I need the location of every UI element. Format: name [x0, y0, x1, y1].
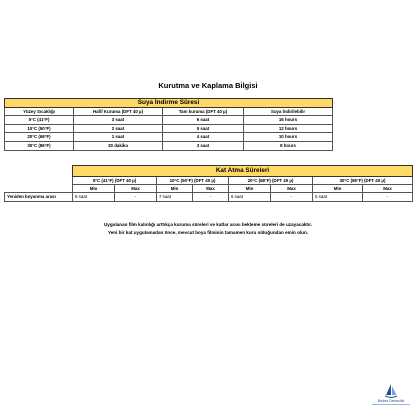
table-cell: 10 hours [244, 133, 333, 142]
temperature-cell: 10°C (50°F) [5, 124, 74, 133]
recoat-table-title: Kat Atma Süreleri [73, 166, 413, 177]
table-row [5, 124, 333, 133]
table-cell: 1 saat [74, 133, 163, 142]
temperature-cell: 30°C (86°F) [5, 141, 74, 150]
table-cell: - [363, 193, 413, 201]
recoat-interval-table [4, 165, 413, 202]
table-cell: 2 saat [74, 124, 163, 133]
max-header: Max [363, 185, 413, 193]
temperature-header: 5°C (41°F) (DFT 40 µ) [73, 177, 157, 185]
table-cell: - [271, 193, 313, 201]
table-row [5, 116, 333, 125]
table-cell: 7 saat [157, 193, 193, 201]
temperature-cell: 20°C (68°F) [5, 133, 74, 142]
temperature-header: 10°C (50°F) (DFT 40 µ) [157, 177, 229, 185]
brand-logo [372, 384, 410, 408]
min-header: Min [229, 185, 271, 193]
max-header: Max [115, 185, 157, 193]
logo-underline [372, 404, 410, 405]
page-title: Kurutma ve Kaplama Bilgisi [158, 81, 258, 90]
table-cell: 8 saat [73, 193, 115, 201]
table-cell: 5 saat [313, 193, 363, 201]
min-header: Min [157, 185, 193, 193]
temperature-header-row [5, 177, 413, 185]
row-label: Yeniden boyanma arası [5, 193, 73, 201]
temperature-header: 20°C (68°F) (DFT 40 µ) [229, 177, 313, 185]
temperature-cell: 5°C (41°F) [5, 116, 74, 125]
max-header: Max [193, 185, 229, 193]
column-header: Suya İndirilebilir [244, 107, 333, 116]
drying-table-header-row [5, 107, 333, 116]
table-cell: 5 saat [163, 124, 244, 133]
table-cell: 8 hours [244, 141, 333, 150]
temperature-header: 30°C (86°F) (DFT 40 µ) [313, 177, 413, 185]
table-cell: 12 hours [244, 124, 333, 133]
table-cell: - [193, 193, 229, 201]
column-header: Hafif Kuruma (DFT 40 µ) [74, 107, 163, 116]
sailboat-icon [385, 384, 397, 399]
table-cell: 4 saat [163, 133, 244, 142]
min-header: Min [313, 185, 363, 193]
drying-time-table [4, 98, 333, 151]
table-cell: 30 dakika [74, 141, 163, 150]
table-row [5, 193, 413, 201]
note-dry-before-recoat: Yeni bir kat uygulamadan önce, mevcut boya filminin tamamen kuru olduğundan emin olun. [107, 230, 309, 235]
logo-text: Boden Denizcilik [377, 399, 405, 403]
table-cell: 6 saat [163, 116, 244, 125]
min-max-header-row [5, 185, 413, 193]
table-cell: - [115, 193, 157, 201]
table-row [5, 133, 333, 142]
max-header: Max [271, 185, 313, 193]
min-header: Min [73, 185, 115, 193]
column-header: Tam kuruma (DFT 40 µ) [163, 107, 244, 116]
drying-table-title: Suya İndirme Süresi [5, 99, 333, 108]
table-row [5, 141, 333, 150]
table-cell: 16 hours [244, 116, 333, 125]
table-cell: 3 saat [163, 141, 244, 150]
table-cell: 6 saat [229, 193, 271, 201]
table-cell: 3 saat [74, 116, 163, 125]
column-header: Yüzey Sıcaklığı [5, 107, 74, 116]
note-film-thickness: Uygulanan film kalınlığı arttıkça kuruma süreleri ve katlar arası bekleme süreleri de uzayacaktır. [103, 222, 313, 227]
